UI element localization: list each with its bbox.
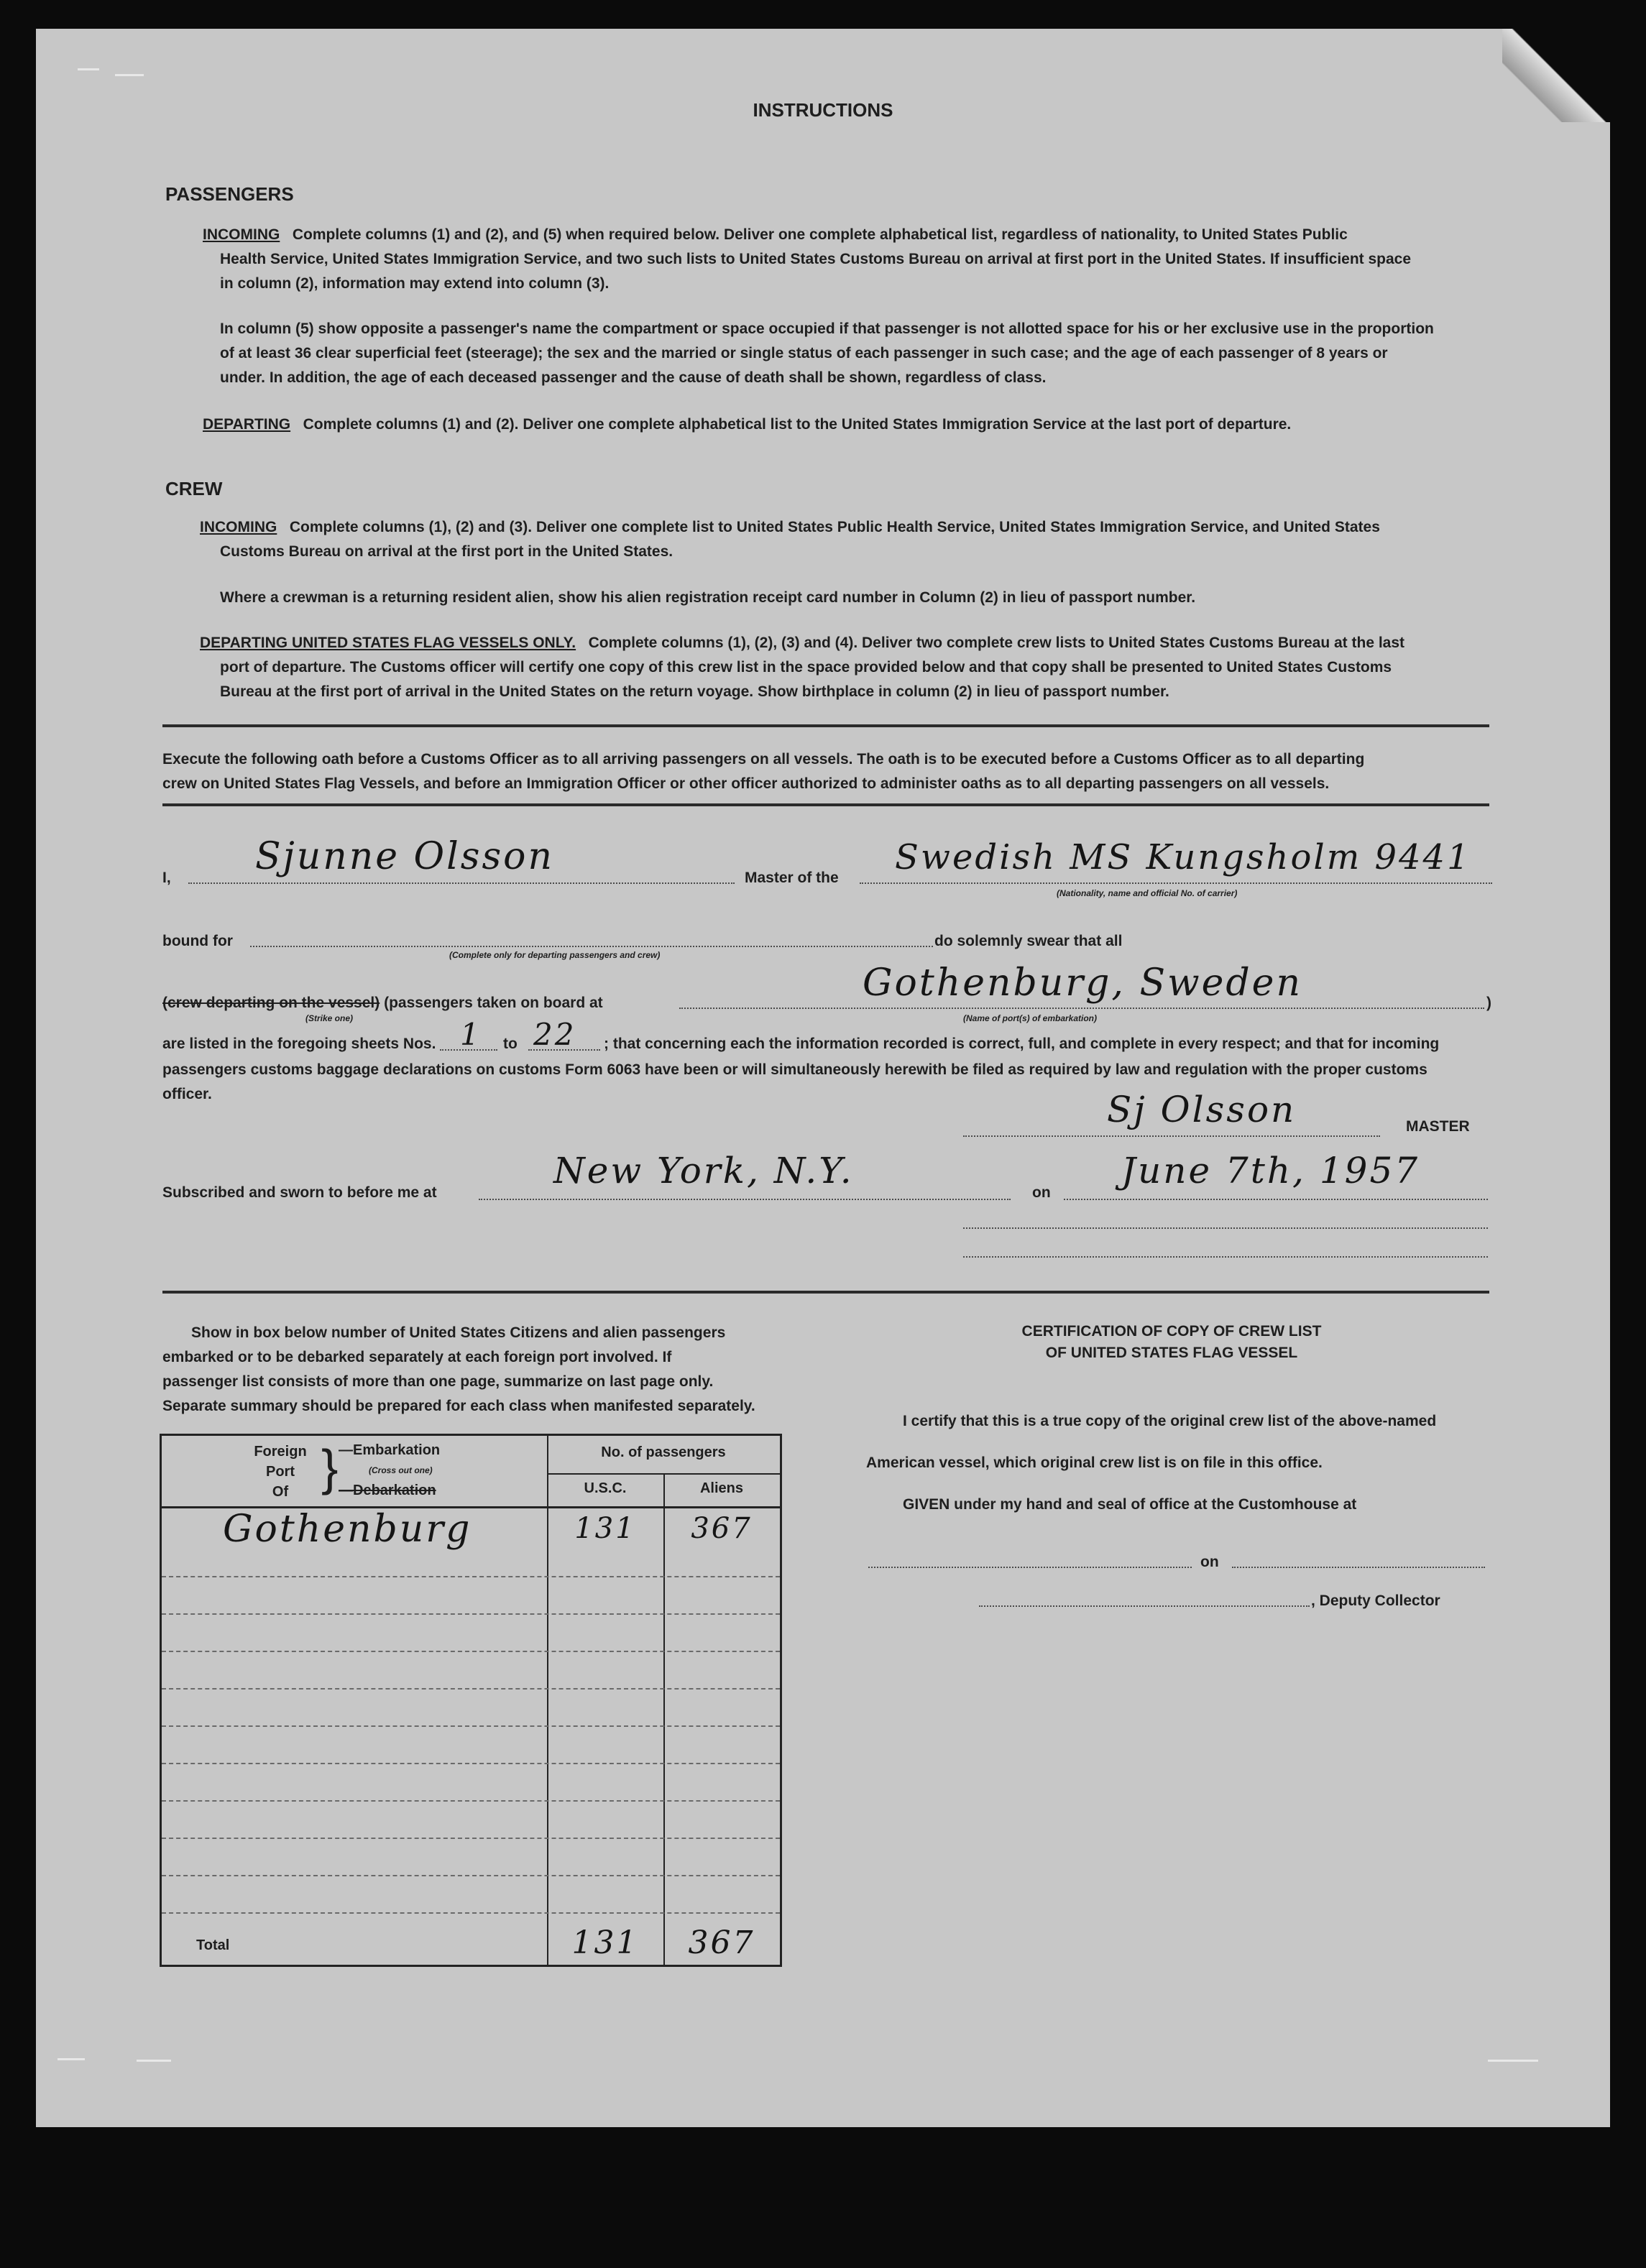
to-label: to — [503, 1036, 518, 1052]
total-label: Total — [196, 1937, 230, 1953]
scan-mark — [137, 2060, 171, 2062]
customs-text — [162, 1058, 1496, 1107]
crew-departing-line1: Complete columns (1), (2), (3) and (4). Deliver two complete crew lists to United States Customs Bureau at the last — [588, 635, 1405, 651]
row-usc: 131 — [574, 1512, 636, 1545]
crew-departing-line3: Bureau at the first port of arrival in the United States on the return voyage. Show birthplace in column (2) in lieu of passport number. — [220, 683, 1169, 700]
hdr-embark-block — [339, 1440, 440, 1501]
cert-title-2: OF UNITED STATES FLAG VESSEL — [1045, 1345, 1298, 1361]
master-name-line — [188, 882, 735, 884]
row-line — [162, 1763, 780, 1764]
customhouse-line — [868, 1567, 1192, 1568]
cert-title-1: CERTIFICATION OF COPY OF CREW LIST — [1021, 1323, 1322, 1340]
hdr-port: Port — [266, 1464, 295, 1480]
row-divider — [547, 1473, 780, 1475]
column5-line3: under. In addition, the age of each deceased passenger and the cause of death shall be shown, regardless of class. — [220, 369, 1047, 386]
concerning-text: ; that concerning each the information recorded is correct, full, and complete in every respect; and that for incoming — [604, 1036, 1440, 1052]
row-line — [162, 1912, 780, 1914]
cert-text-2: American vessel, which original crew list is on file in this office. — [866, 1455, 1323, 1471]
oath-intro-line2: crew on United States Flag Vessels, and before an Immigration Officer or other officer authorized to administer oaths as to all departing passengers on all vessels. — [162, 775, 1330, 792]
sheet-to: 22 — [533, 1017, 576, 1052]
hdr-foreign-port — [241, 1442, 320, 1502]
row-line — [162, 1875, 780, 1876]
certification-title — [863, 1321, 1481, 1364]
officer-line-2 — [963, 1256, 1488, 1258]
column5-line2: of at least 36 clear superficial feet (steerage); the sex and the married or single status of each passenger in such case; and the age of each passenger of 8 years or — [220, 345, 1388, 361]
divider — [162, 724, 1489, 727]
cert-on-label: on — [1200, 1554, 1219, 1570]
hdr-foreign: Foreign — [254, 1444, 307, 1460]
bound-for-label: bound for — [162, 933, 233, 949]
crew-departing-struck: (crew departing on the vessel) — [162, 995, 380, 1011]
bound-for-caption: (Complete only for departing passengers and crew) — [449, 950, 661, 960]
hdr-cross-out: (Cross out one) — [369, 1465, 433, 1475]
hdr-no-passengers: No. of passengers — [601, 1444, 726, 1460]
crew-departing-line2: port of departure. The Customs officer will certify one copy of this crew list in the space provided below and that copy shall be presented to United States Customs — [220, 659, 1392, 676]
column5-line1: In column (5) show opposite a passenger's name the compartment or space occupied if that passenger is not allotted space for his or her exclusive use in the proportion — [220, 321, 1434, 337]
passengers-taken-label: (passengers taken on board at — [384, 995, 603, 1011]
port-caption: (Name of port(s) of embarkation) — [963, 1013, 1098, 1023]
scan-mark — [115, 74, 144, 76]
listed-label: are listed in the foregoing sheets Nos. — [162, 1036, 436, 1052]
total-usc: 131 — [571, 1924, 639, 1961]
crew-incoming-line1: Complete columns (1), (2) and (3). Deliver one complete list to United States Public Health Service, United States Immigration Service, and United States — [289, 519, 1380, 535]
scan-mark — [78, 68, 99, 70]
crew-incoming-label: INCOMING — [200, 519, 277, 535]
master-name: Sjunne Olsson — [255, 835, 554, 878]
cert-text-1: I certify that this is a true copy of the original crew list of the above-named — [903, 1413, 1437, 1429]
passengers-departing-block — [203, 412, 1496, 437]
officer-line-1 — [963, 1227, 1488, 1229]
passengers-incoming-line3: in column (2), information may extend into column (3). — [220, 275, 610, 292]
deputy-line — [979, 1605, 1310, 1607]
summary-instr-4: Separate summary should be prepared for each class when manifested separately. — [162, 1398, 755, 1414]
on-label: on — [1032, 1184, 1051, 1201]
passengers-departing-text: Complete columns (1) and (2). Deliver one complete alphabetical list to the United States Immigration Service at the last port of departure. — [303, 416, 1292, 433]
vessel-caption: (Nationality, name and official No. of carrier) — [1057, 888, 1238, 898]
summary-table — [160, 1434, 782, 1967]
master-label: MASTER — [1406, 1118, 1470, 1135]
row-aliens: 367 — [691, 1512, 753, 1545]
col-divider — [663, 1473, 665, 1965]
crew-incoming-line2: Customs Bureau on arrival at the first port in the United States. — [220, 543, 673, 560]
summary-instr-1: Show in box below number of United States Citizens and alien passengers — [191, 1324, 726, 1341]
vessel-name: Swedish MS Kungsholm 9441 — [895, 837, 1471, 877]
sworn-date: June 7th, 1957 — [1121, 1150, 1420, 1191]
brace: } — [321, 1439, 339, 1495]
deputy-collector-label: , Deputy Collector — [1311, 1592, 1440, 1609]
oath-intro — [162, 747, 1496, 796]
passengers-incoming-line1: Complete columns (1) and (2), and (5) when required below. Deliver one complete alphabetical list, regardless of nationality, to United States Public — [292, 226, 1348, 243]
passengers-departing-label: DEPARTING — [203, 416, 291, 433]
oath-intro-line1: Execute the following oath before a Customs Officer as to all arriving passengers on all vessels. The oath is to be executed before a Customs Officer as to all departing — [162, 751, 1365, 767]
sworn-place-line — [479, 1199, 1011, 1200]
crew-departing-block — [200, 631, 1496, 704]
row-line — [162, 1613, 780, 1615]
bound-for-line — [250, 946, 933, 947]
summary-instr-2: embarked or to be debarked separately at each foreign port involved. If — [162, 1349, 672, 1365]
divider — [162, 1291, 1489, 1294]
row-line — [162, 1838, 780, 1839]
hdr-of: Of — [272, 1484, 289, 1500]
customs-line2: officer. — [162, 1086, 212, 1102]
subscribed-label: Subscribed and sworn to before me at — [162, 1184, 437, 1201]
passengers-incoming-label: INCOMING — [203, 226, 280, 243]
crew-passengers-line — [162, 995, 603, 1012]
row-line — [162, 1725, 780, 1727]
sheet-from: 1 — [460, 1017, 482, 1052]
cert-date-line — [1232, 1567, 1485, 1568]
divider — [162, 803, 1489, 806]
row-line — [162, 1800, 780, 1802]
customs-line1: passengers customs baggage declarations on customs Form 6063 have been or will simultaneously herewith be filed as required by law and regulation with the proper customs — [162, 1061, 1427, 1078]
crewman-text: Where a crewman is a returning resident alien, show his alien registration receipt card number in Column (2) in lieu of passport number. — [220, 589, 1196, 606]
vessel-line — [860, 882, 1492, 884]
summary-instructions — [162, 1321, 781, 1419]
summary-instr-3: passenger list consists of more than one page, summarize on last page only. — [162, 1373, 714, 1390]
cert-text-3: GIVEN under my hand and seal of office at the Customhouse at — [903, 1496, 1357, 1513]
crew-departing-label: DEPARTING UNITED STATES FLAG VESSELS ONLY. — [200, 635, 576, 651]
page-title: INSTRUCTIONS — [753, 99, 893, 121]
passengers-incoming-line2: Health Service, United States Immigration Service, and two such lists to United States Customs Bureau on arrival at first port in the United States. If insufficient space — [220, 251, 1412, 267]
hdr-aliens: Aliens — [699, 1480, 744, 1496]
hdr-embarkation: —Embarkation — [339, 1442, 441, 1458]
crew-heading: CREW — [165, 478, 223, 499]
hdr-usc: U.S.C. — [584, 1480, 627, 1496]
signature-line — [963, 1135, 1380, 1137]
master-of-label: Master of the — [745, 870, 839, 886]
row-line — [162, 1576, 780, 1577]
passengers-incoming-block — [203, 223, 1496, 296]
sworn-place: New York, N.Y. — [553, 1150, 854, 1191]
strike-caption: (Strike one) — [305, 1013, 354, 1023]
column5-block — [220, 317, 1496, 390]
sworn-date-line — [1064, 1199, 1488, 1200]
passengers-heading: PASSENGERS — [165, 183, 294, 205]
row-port: Gothenburg — [223, 1508, 472, 1551]
row-line — [162, 1651, 780, 1652]
master-signature: Sj Olsson — [1107, 1089, 1297, 1130]
row-line — [162, 1688, 780, 1690]
close-paren: ) — [1486, 995, 1491, 1011]
i-label: I, — [162, 870, 171, 886]
total-aliens: 367 — [688, 1924, 755, 1961]
swear-label: do solemnly swear that all — [934, 933, 1123, 949]
hdr-debarkation: —Debarkation — [339, 1483, 436, 1498]
embarkation-port: Gothenburg, Sweden — [863, 962, 1302, 1005]
scan-mark — [58, 2058, 85, 2060]
crew-incoming-block — [200, 515, 1496, 564]
port-line — [679, 1008, 1484, 1009]
scan-mark — [1488, 2060, 1538, 2062]
